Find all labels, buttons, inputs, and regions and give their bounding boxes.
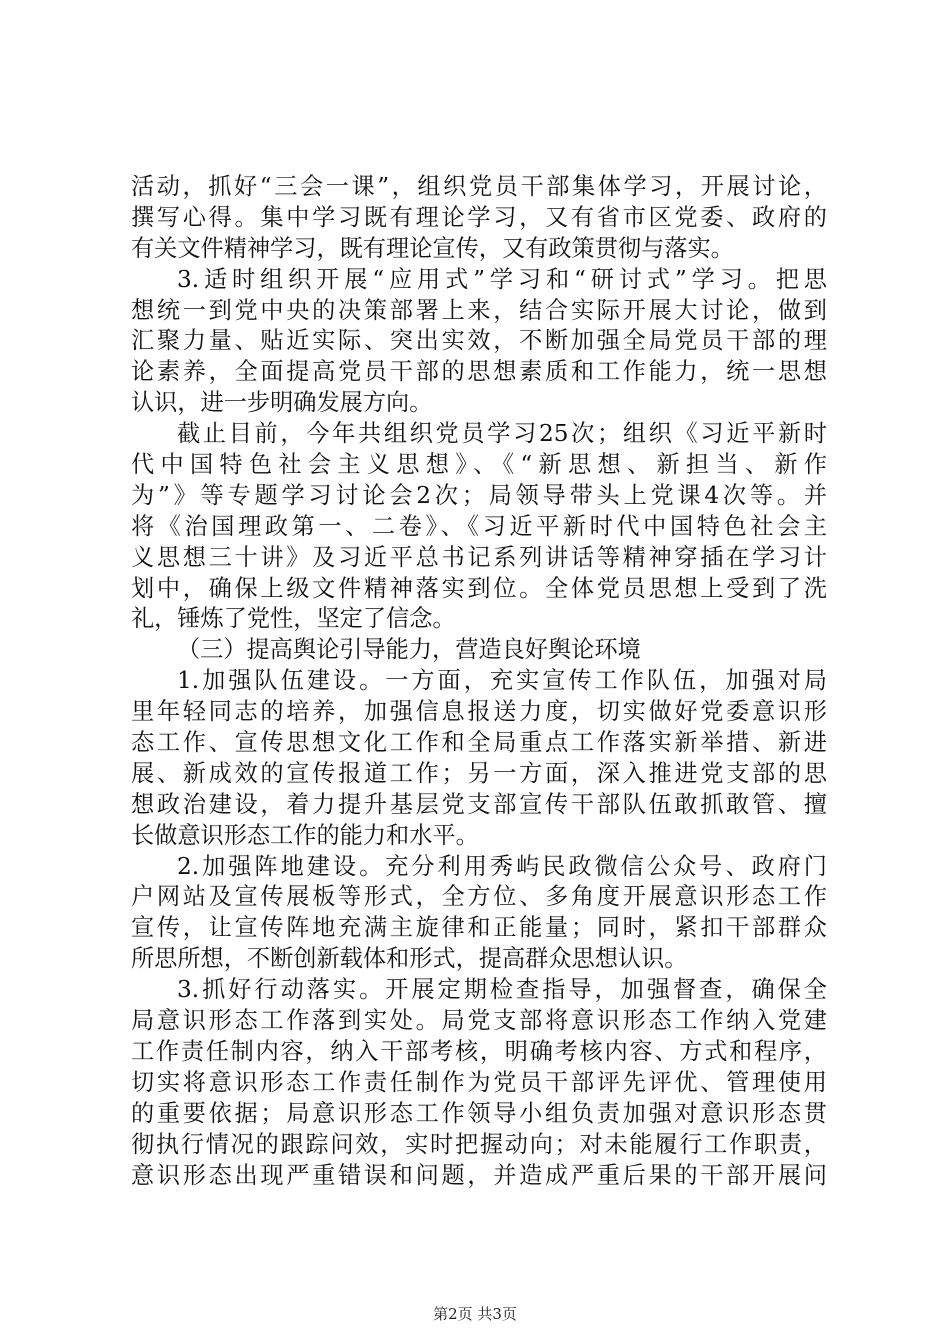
document-body [131, 172, 827, 1191]
body-line: 有关文件精神学习，既有理论宣传，又有政策贯彻与落实。 [131, 234, 734, 262]
body-line: 汇聚力量、贴近实际、突出实效，不断加强全局党员干部的理 [131, 327, 827, 355]
body-line: 切实将意识形态工作责任制作为党员干部评先评优、管理使用 [131, 1068, 827, 1096]
body-line: 长做意识形态工作的能力和水平。 [131, 821, 479, 849]
body-line: 3.抓好行动落实。开展定期检查指导，加强督查，确保全 [177, 976, 827, 1004]
body-line: 2.加强阵地建设。充分利用秀屿民政微信公众号、政府门 [177, 852, 827, 880]
body-line: 义思想三十讲》及习近平总书记系列讲话等精神穿插在学习计 [131, 543, 827, 571]
body-line: 宣传，让宣传阵地充满主旋律和正能量；同时，紧扣干部群众 [131, 914, 827, 942]
body-line: 意识形态出现严重错误和问题，并造成严重后果的干部开展问 [131, 1161, 827, 1189]
body-line: 认识，进一步明确发展方向。 [131, 389, 433, 417]
body-line: 局意识形态工作落到实处。局党支部将意识形态工作纳入党建 [131, 1007, 827, 1035]
body-line: 所思所想，不断创新载体和形式，提高群众思想认识。 [131, 945, 688, 973]
body-line: 里年轻同志的培养，加强信息报送力度，切实做好党委意识形 [131, 698, 827, 726]
page-footer: 第2页 共3页 [433, 1305, 517, 1323]
body-line: 工作责任制内容，纳入干部考核，明确考核内容、方式和程序， [131, 1037, 827, 1065]
section-heading: （三）提高舆论引导能力，营造良好舆论环境 [177, 636, 641, 664]
body-line: 代中国特色社会主义思想》、《“新思想、新担当、新作 [131, 451, 827, 479]
body-line: 户网站及宣传展板等形式，全方位、多角度开展意识形态工作 [131, 883, 827, 911]
body-line: 想统一到党中央的决策部署上来，结合实际开展大讨论，做到 [131, 296, 827, 324]
body-line: 1.加强队伍建设。一方面，充实宣传工作队伍，加强对局 [177, 667, 827, 695]
body-line: 的重要依据；局意识形态工作领导小组负责加强对意识形态贯 [131, 1099, 827, 1127]
body-line: 礼，锤炼了党性，坚定了信念。 [131, 605, 456, 633]
body-line: 为”》等专题学习讨论会2次；局领导带头上党课4次等。并 [131, 481, 827, 509]
body-line: 将《治国理政第一、二卷》、《习近平新时代中国特色社会主 [131, 512, 827, 540]
body-line: 划中，确保上级文件精神落实到位。全体党员思想上受到了洗 [131, 574, 827, 602]
body-line: 态工作、宣传思想文化工作和全局重点工作落实新举措、新进 [131, 729, 827, 757]
body-line: 撰写心得。集中学习既有理论学习，又有省市区党委、政府的 [131, 203, 827, 231]
body-line: 彻执行情况的跟踪问效，实时把握动向；对未能履行工作职责， [131, 1130, 827, 1158]
body-line: 活动，抓好“三会一课”，组织党员干部集体学习，开展讨论， [131, 173, 827, 200]
body-line: 展、新成效的宣传报道工作；另一方面，深入推进党支部的思 [131, 759, 827, 787]
body-line: 截止目前，今年共组织党员学习25次；组织《习近平新时 [177, 420, 827, 448]
body-line: 论素养，全面提高党员干部的思想素质和工作能力，统一思想 [131, 358, 827, 386]
body-line: 想政治建设，着力提升基层党支部宣传干部队伍敢抓敢管、擅 [131, 790, 827, 818]
body-line: 3.适时组织开展“应用式”学习和“研讨式”学习。把思 [177, 265, 827, 293]
